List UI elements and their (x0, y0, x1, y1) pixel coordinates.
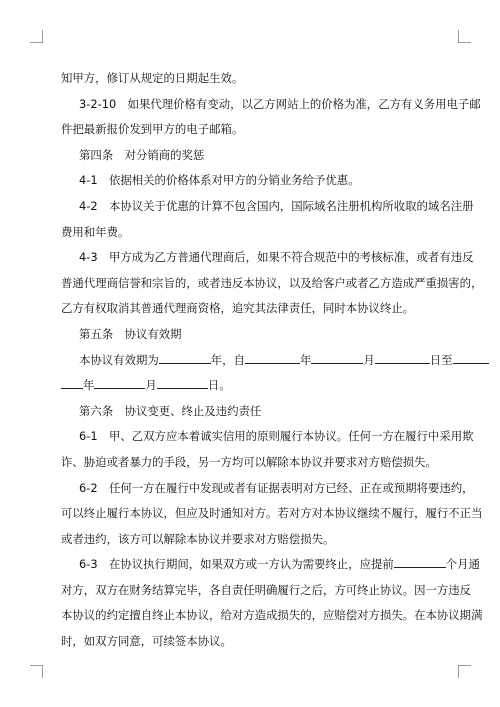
blank-field[interactable] (94, 376, 145, 389)
crop-mark-bottom-right (458, 665, 471, 678)
clause-6-2-line2: 可以终止履行本协议，但应及时通知对方。若对方对本协议继续不履行，履行不正当 (61, 506, 483, 521)
validity-day-label: 日。 (207, 378, 231, 393)
clause-6-1-line2: 诈、胁迫或者暴力的手段，另一方均可以解除本协议并要求对方赔偿损失。 (61, 454, 437, 469)
validity-line2 (61, 373, 441, 399)
clause-4-2-line2: 费用和年费。 (61, 224, 130, 239)
clause-4-3-line1: 4-3 甲方成为乙方普通代理商后，如果不符合规范中的考核标准，或者有违反 (79, 250, 474, 265)
clause-6-3-line2: 对方，双方在财务结算完毕，各自责任明确履行之后，方可终止协议。因一方违反 (61, 582, 472, 597)
validity-day-label: 日至 (429, 352, 453, 367)
crop-mark-bottom-left (30, 665, 43, 678)
document-body (61, 66, 483, 655)
crop-mark-top-left (30, 30, 43, 43)
article-4-heading: 第四条 对分销商的奖惩 (79, 147, 205, 162)
clause-6-3-line3: 本协议的约定擅自终止本协议，给对方造成损失的，应赔偿对方损失。在本协议期满 (61, 608, 483, 623)
clause-4-3-line3: 乙方有权取消其普通代理商资格，追究其法律责任，同时本协议终止。 (61, 301, 415, 316)
clause-6-2-line1: 6-2 任何一方在履行中发现或者有证据表明对方已经、正在或预期将要违约， (79, 480, 474, 495)
article-6-heading: 第六条 协议变更、终止及违约责任 (79, 403, 262, 418)
blank-field[interactable] (375, 351, 430, 364)
clause-6-2-line3: 或者违约，该方可以解除本协议并要求对方赔偿损失。 (61, 531, 335, 546)
validity-prefix: 本协议有效期为 (79, 352, 159, 367)
blank-field[interactable] (157, 376, 208, 389)
validity-year-label: 年 (299, 352, 312, 367)
validity-line1 (61, 348, 453, 374)
clause-4-3-line2: 普通代理商信誉和宗旨的，或者违反本协议，以及给客户或者乙方造成严重损害的， (61, 275, 483, 290)
validity-year-label: 年，自 (210, 352, 245, 367)
clause-6-3-suffix: 个月通 (445, 557, 480, 572)
clause-6-3-line1 (61, 552, 480, 578)
blank-field[interactable] (311, 351, 363, 364)
validity-month-label: 月 (363, 352, 375, 367)
clause-6-1-line1: 6-1 甲、乙双方应本着诚实信用的原则履行本协议。任何一方在履行中采用欺 (79, 429, 474, 444)
blank-field[interactable] (245, 351, 300, 364)
validity-year-label: 年 (83, 378, 95, 393)
clause-4-2-line1: 4-2 本协议关于优惠的计算不包含国内，国际域名注册机构所收取的域名注册 (79, 198, 474, 213)
crop-mark-top-right (458, 30, 471, 43)
blank-field[interactable] (394, 555, 446, 568)
clause-3-2-10-line1: 3-2-10 如果代理价格有变动，以乙方网站上的价格为准，乙方有义务用电子邮 (79, 96, 481, 111)
paragraph-line: 知甲方，修订从规定的日期起生效。 (61, 71, 244, 85)
clause-3-2-10-line2: 件把最新报价发到甲方的电子邮箱。 (61, 122, 244, 137)
blank-field[interactable] (453, 351, 489, 364)
article-5-heading: 第五条 协议有效期 (79, 326, 182, 341)
clause-6-3-line4: 时，如双方同意，可续签本协议。 (61, 634, 232, 649)
blank-field[interactable] (159, 351, 211, 364)
validity-month-label: 月 (145, 378, 157, 393)
blank-field[interactable] (61, 376, 83, 389)
clause-6-3-prefix: 6-3 在协议执行期间，如果双方或一方认为需要终止，应提前 (79, 557, 394, 572)
clause-4-1: 4-1 依据相关的价格体系对甲方的分销业务给予优惠。 (79, 173, 360, 188)
